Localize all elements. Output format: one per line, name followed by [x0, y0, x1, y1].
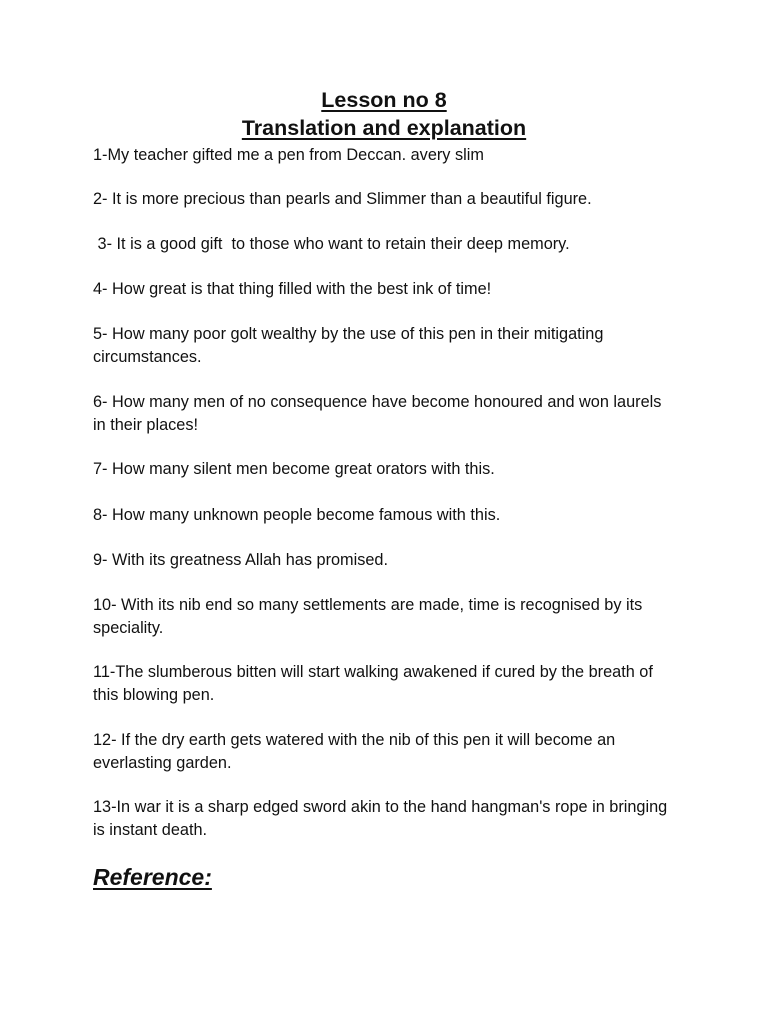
paragraph-11: 11-The slumberous bitten will start walking awakened if cured by the breath of this blowing pen. [93, 663, 653, 704]
paragraph-1: 1-My teacher gifted me a pen from Deccan. avery slim [93, 146, 484, 164]
paragraph-13: 13-In war it is a sharp edged sword akin to the hand hangman's rope in bringing is instant death. [93, 798, 668, 839]
paragraph-2: 2- It is more precious than pearls and Slimmer than a beautiful figure. [93, 190, 592, 208]
paragraph-5: 5- How many poor golt wealthy by the use of this pen in their mitigating circumstances. [93, 325, 604, 366]
paragraph-12: 12- If the dry earth gets watered with the nib of this pen it will become an everlasting garden. [93, 731, 616, 772]
paragraph-7: 7- How many silent men become great orators with this. [93, 460, 495, 478]
paragraph-6: 6- How many men of no consequence have become honoured and won laurels in their places! [93, 393, 662, 434]
paragraph-3: 3- It is a good gift to those who want to retain their deep memory. [93, 235, 570, 253]
lesson-subtitle: Translation and explanation [241, 116, 527, 140]
paragraph-10: 10- With its nib end so many settlements are made, time is recognised by its speciality. [93, 596, 643, 637]
paragraph-8: 8- How many unknown people become famous with this. [93, 506, 501, 524]
lesson-title: Lesson no 8 [321, 88, 447, 112]
reference-heading: Reference: [93, 864, 212, 890]
paragraph-4: 4- How great is that thing filled with the best ink of time! [93, 280, 492, 298]
paragraph-9: 9- With its greatness Allah has promised. [93, 551, 389, 569]
